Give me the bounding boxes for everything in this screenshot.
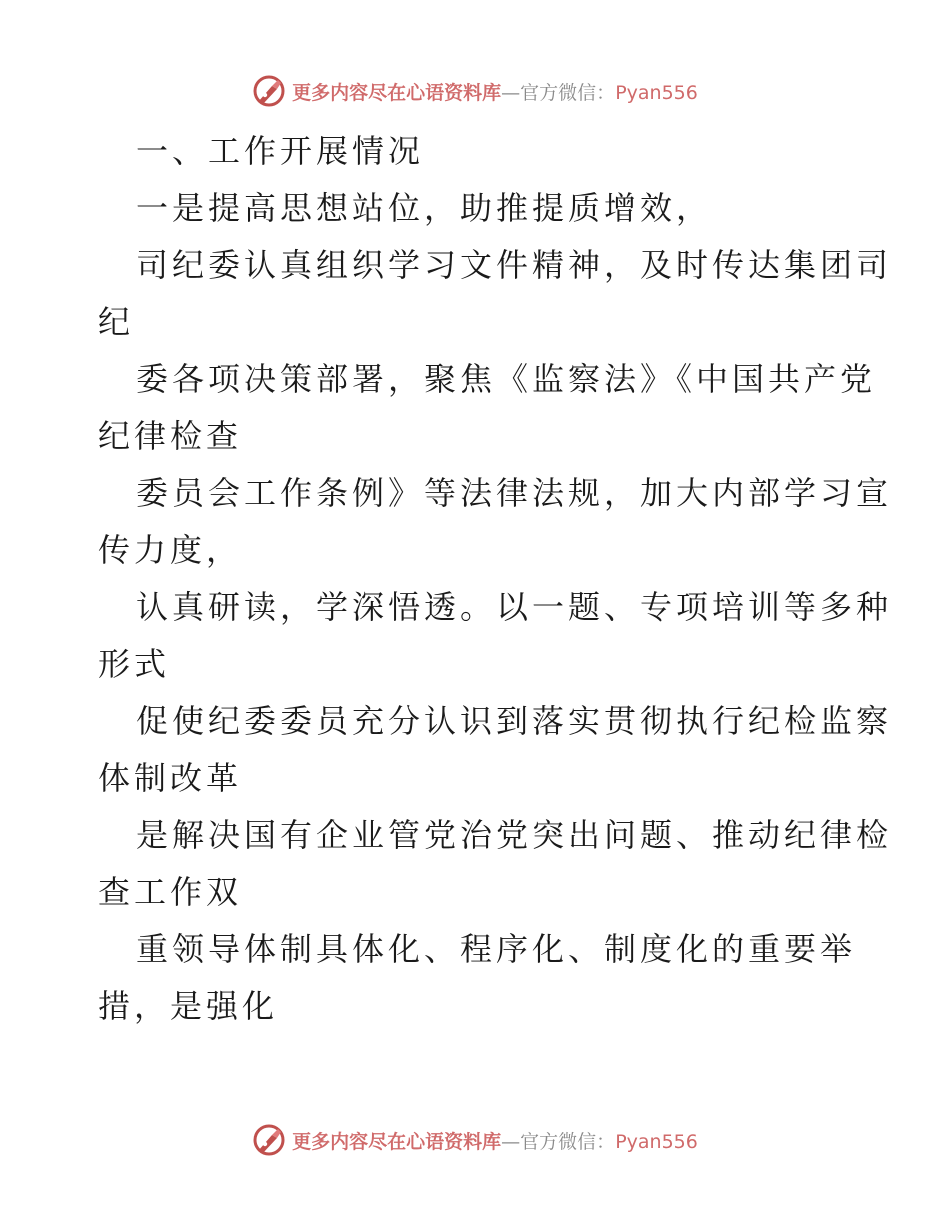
watermark-separator: — xyxy=(501,81,521,104)
text-line: 纪律检查 xyxy=(98,417,243,455)
section-heading: 一、工作开展情况 xyxy=(136,132,425,170)
watermark-label: 官方微信： xyxy=(520,81,616,104)
header-watermark xyxy=(0,71,950,111)
text-line: 纪 xyxy=(98,303,135,341)
watermark-wechat-id: Pyan556 xyxy=(615,81,698,104)
text-line: 措，是强化 xyxy=(98,987,279,1025)
watermark-main: 更多内容尽在心语资料库 xyxy=(292,1130,502,1153)
watermark-wechat-id: Pyan556 xyxy=(615,1130,698,1153)
text-line: 司纪委认真组织学习文件精神，及时传达集团司 xyxy=(136,246,893,284)
pen-logo-icon xyxy=(252,1123,286,1157)
text-line: 一是提高思想站位，助推提质增效， xyxy=(136,189,713,227)
text-line: 是解决国有企业管党治党突出问题、推动纪律检 xyxy=(136,816,893,854)
watermark-separator: — xyxy=(501,1130,521,1153)
document-body xyxy=(98,123,893,1035)
text-line: 体制改革 xyxy=(98,759,243,797)
text-line: 促使纪委委员充分认识到落实贯彻执行纪检监察 xyxy=(136,702,893,740)
watermark-text xyxy=(292,1127,698,1154)
text-line: 传力度， xyxy=(98,531,243,569)
text-line: 查工作双 xyxy=(98,873,243,911)
text-line: 委员会工作条例》等法律法规，加大内部学习宣 xyxy=(136,474,893,512)
pen-logo-icon xyxy=(252,74,286,108)
watermark-main: 更多内容尽在心语资料库 xyxy=(292,81,502,104)
text-line: 认真研读，学深悟透。以一题、专项培训等多种 xyxy=(136,588,893,626)
text-line: 形式 xyxy=(98,645,171,683)
text-line: 委各项决策部署，聚焦《监察法》《中国共产党 xyxy=(136,360,877,398)
watermark-label: 官方微信： xyxy=(520,1130,616,1153)
watermark-text xyxy=(292,78,698,105)
footer-watermark xyxy=(0,1120,950,1160)
text-line: 重领导体制具体化、程序化、制度化的重要举 xyxy=(136,930,857,968)
